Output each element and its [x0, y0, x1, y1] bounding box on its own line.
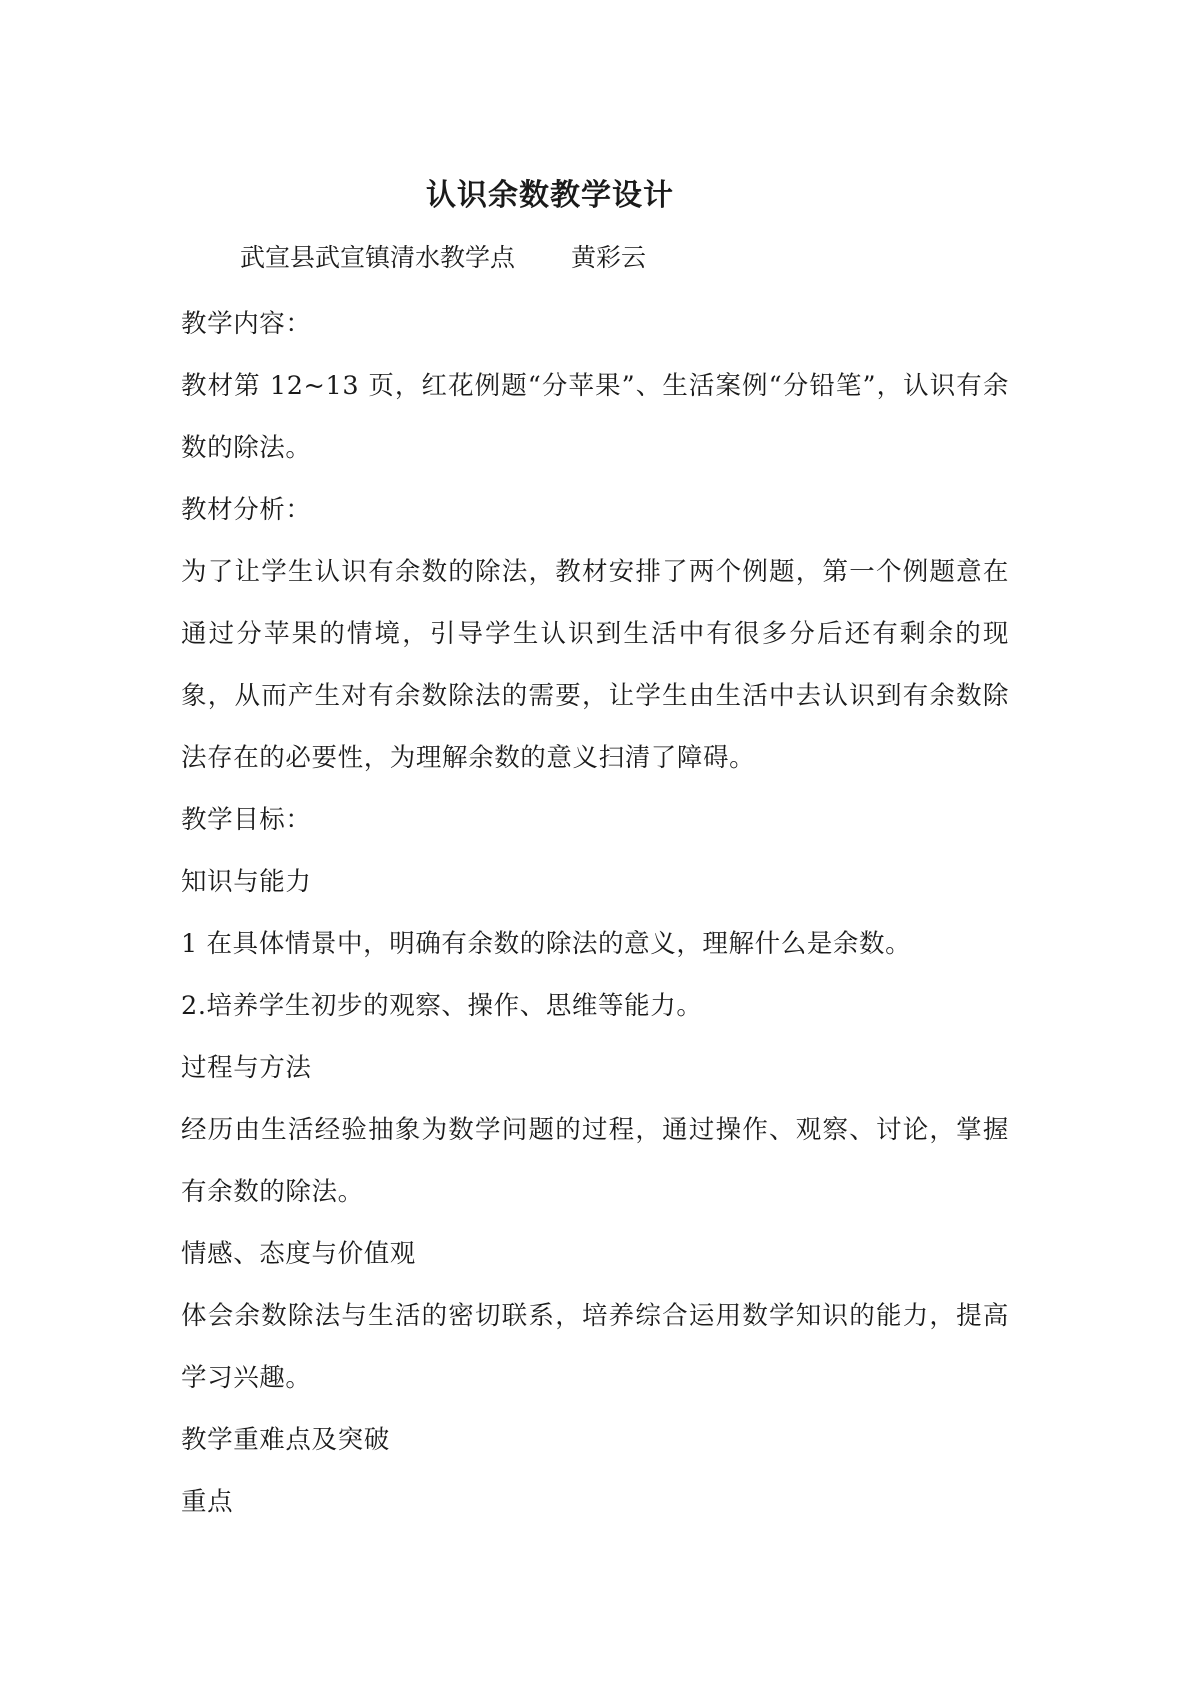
section-heading-teaching-goals: 教学目标： [181, 805, 312, 835]
section-heading-key-difficulties: 教学重难点及突破 [181, 1425, 390, 1455]
subheading-key-point: 重点 [181, 1487, 234, 1517]
subheading-knowledge-ability: 知识与能力 [181, 867, 312, 897]
paragraph-teaching-content: 教材第 12~13 页，红花例题“分苹果”、生活案例“分铅笔”，认识有余数的除法。 [181, 371, 1009, 463]
document-title: 认识余数教学设计 [426, 178, 674, 213]
section-heading-teaching-content: 教学内容： [181, 309, 312, 339]
author-organization: 武宣县武宣镇清水教学点 [240, 243, 516, 272]
section-heading-material-analysis: 教材分析： [181, 495, 312, 525]
paragraph-material-analysis: 为了让学生认识有余数的除法，教材安排了两个例题，第一个例题意在通过分苹果的情境，引导学生认识到生活中有很多分后还有剩余的现象，从而产生对有余数除法的需要，让学生由生活中去认识到有余数除法存在的必要性，为理解余数的意义扫清了障碍。 [181, 557, 1009, 773]
document-body [181, 293, 1009, 1533]
author-byline [240, 238, 646, 274]
paragraph-emotion-attitude: 体会余数除法与生活的密切联系，培养综合运用数学知识的能力，提高学习兴趣。 [181, 1301, 1009, 1393]
author-name: 黄彩云 [571, 243, 647, 272]
subheading-process-method: 过程与方法 [181, 1053, 312, 1083]
subheading-emotion-attitude: 情感、态度与价值观 [181, 1239, 416, 1269]
list-item-knowledge-2: 2.培养学生初步的观察、操作、思维等能力。 [181, 991, 703, 1021]
paragraph-process-method: 经历由生活经验抽象为数学问题的过程，通过操作、观察、讨论，掌握有余数的除法。 [181, 1115, 1009, 1207]
list-item-knowledge-1: 1 在具体情景中，明确有余数的除法的意义，理解什么是余数。 [181, 929, 912, 959]
